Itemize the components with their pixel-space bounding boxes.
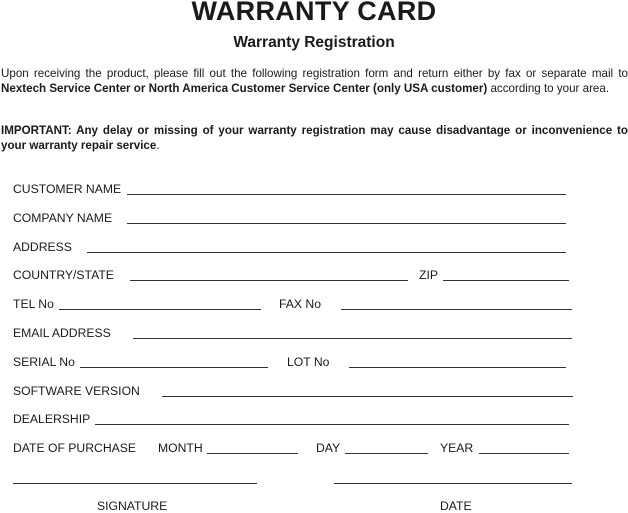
year-label: YEAR — [440, 441, 474, 455]
lot-field[interactable] — [349, 367, 566, 368]
country-state-field[interactable] — [130, 280, 408, 281]
company-name-label: COMPANY NAME — [13, 211, 113, 225]
email-field[interactable] — [133, 338, 572, 339]
serial-field[interactable] — [80, 367, 268, 368]
date-field[interactable] — [334, 483, 572, 484]
page-title: WARRANTY CARD — [191, 0, 437, 26]
fax-label: FAX No — [279, 297, 321, 311]
address-label: ADDRESS — [13, 240, 72, 254]
email-label: EMAIL ADDRESS — [13, 326, 111, 340]
intro-text-end: according to your area. — [487, 81, 610, 95]
day-label: DAY — [316, 441, 341, 455]
address-field[interactable] — [87, 252, 566, 253]
important-text-bold: IMPORTANT: Any delay or missing of your warranty registration may cause disadvantage or inconvenience to your warranty repair service — [1, 124, 628, 152]
fax-field[interactable] — [341, 309, 572, 310]
dealership-field[interactable] — [95, 424, 569, 425]
dealership-label: DEALERSHIP — [13, 412, 91, 426]
country-state-label: COUNTRY/STATE — [13, 268, 114, 282]
month-field[interactable] — [207, 453, 298, 454]
intro-text-bold: Nextech Service Center or North America Customer Service Center (only USA customer) — [1, 81, 488, 95]
lot-label: LOT No — [287, 355, 330, 369]
day-field[interactable] — [345, 453, 428, 454]
software-version-field[interactable] — [162, 396, 573, 397]
date-of-purchase-label: DATE OF PURCHASE — [13, 441, 137, 455]
software-version-label: SOFTWARE VERSION — [13, 384, 140, 398]
tel-label: TEL No — [13, 297, 54, 311]
tel-field[interactable] — [59, 309, 261, 310]
customer-name-label: CUSTOMER NAME — [13, 182, 122, 196]
signature-field[interactable] — [13, 483, 257, 484]
zip-label: ZIP — [419, 268, 438, 282]
signature-label: SIGNATURE — [97, 499, 168, 513]
page-subtitle: Warranty Registration — [233, 34, 395, 51]
month-label: MONTH — [158, 441, 203, 455]
customer-name-field[interactable] — [127, 194, 566, 195]
intro-text-start: Upon receiving the product, please fill out the following registration form and return either by fax or separate mail to — [1, 67, 628, 80]
serial-label: SERIAL No — [13, 355, 75, 369]
zip-field[interactable] — [443, 280, 569, 281]
company-name-field[interactable] — [127, 223, 566, 224]
intro-paragraph — [1, 67, 628, 97]
date-label: DATE — [440, 499, 472, 513]
year-field[interactable] — [479, 453, 569, 454]
important-text-end: . — [156, 138, 160, 152]
important-paragraph — [1, 124, 628, 154]
